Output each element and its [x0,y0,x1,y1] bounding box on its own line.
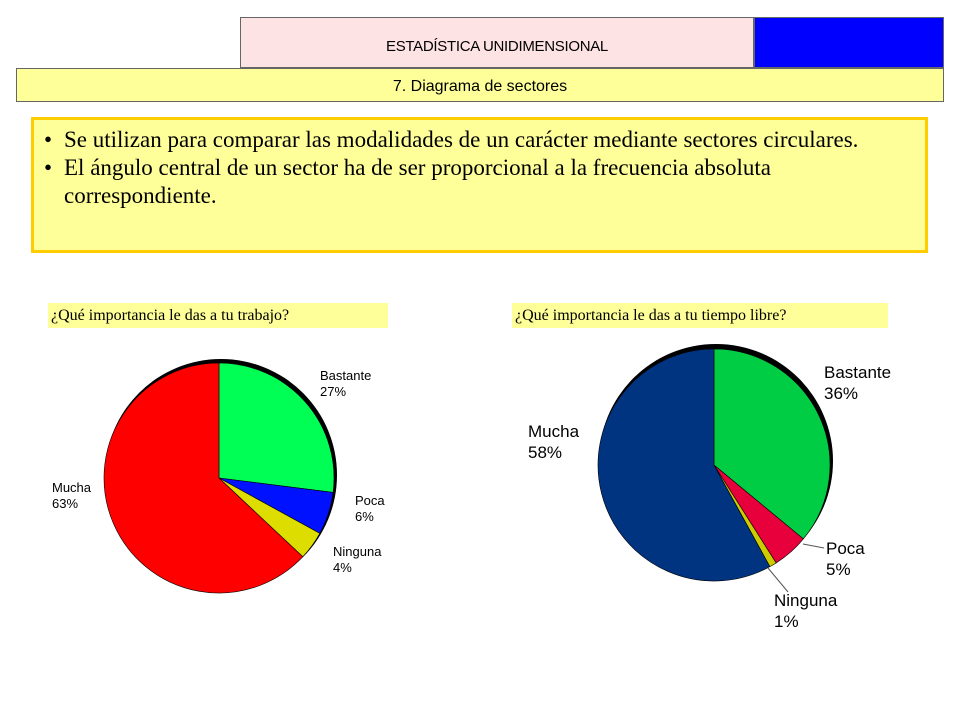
slice-label-percent: 27% [320,384,347,399]
slice-label-percent: 6% [355,509,374,524]
chart-title-trabajo: ¿Qué importancia le das a tu trabajo? [48,303,388,328]
leader-line [803,544,824,548]
pie-chart-trabajo [52,359,385,593]
slice-label-percent: 36% [824,384,859,403]
slice-label-name: Ninguna [333,544,382,559]
slice-label-name: Mucha [528,422,580,441]
chart-title-tiempo-libre: ¿Qué importancia le das a tu tiempo libre? [512,303,888,328]
slice-label-name: Ninguna [774,591,838,610]
bullet-item: • El ángulo central de un sector ha de ser proporcional a la frecuencia absoluta correspondiente. [44,154,915,210]
slice-label-name: Poca [355,493,385,508]
slice-label-percent: 58% [528,443,563,462]
pie-slice-bastante [219,363,334,492]
slice-label-percent: 1% [774,612,799,631]
slice-label-name: Poca [826,539,865,558]
slice-label-name: Bastante [824,363,892,382]
bullet-item: • Se utilizan para comparar las modalidades de un carácter mediante sectores circulares. [44,126,915,154]
slice-label-percent: 63% [52,496,79,511]
slice-label-name: Mucha [52,480,92,495]
pie-chart-tiempo-libre [528,344,891,631]
section-title: ESTADÍSTICA UNIDIMENSIONAL [386,38,608,55]
slide-subtitle: 7. Diagrama de sectores [392,78,568,95]
slice-label-name: Bastante [320,368,372,383]
slice-label-percent: 5% [826,560,851,579]
slice-label-percent: 4% [333,560,352,575]
leader-line [768,568,788,592]
